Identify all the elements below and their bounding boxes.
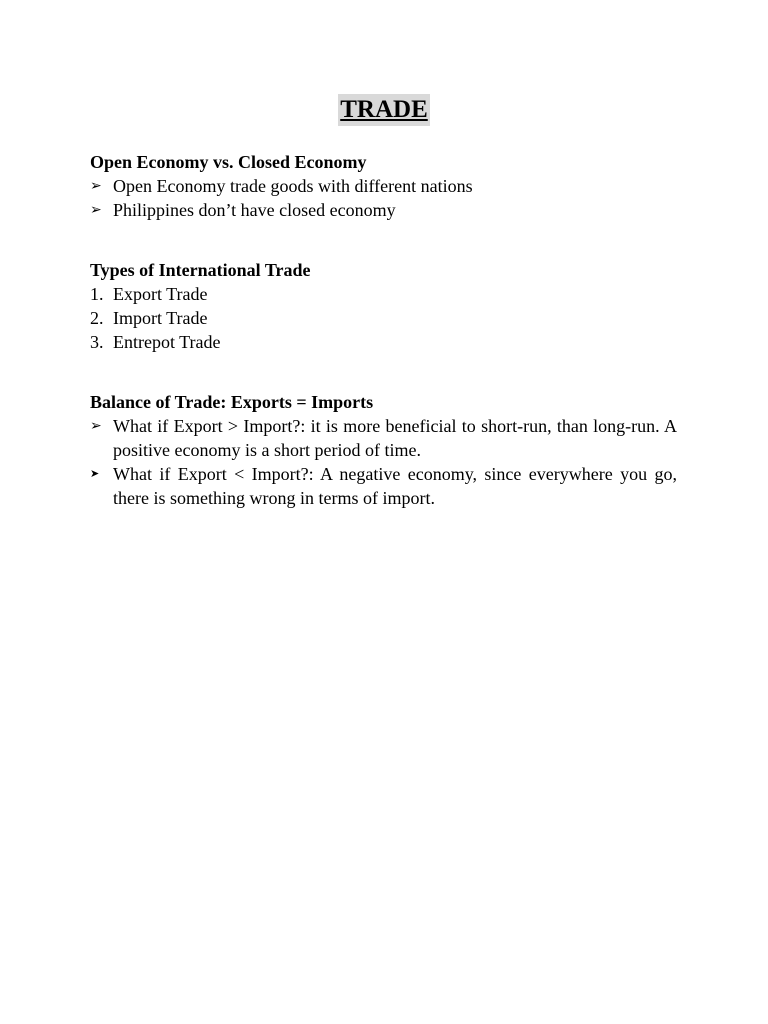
- list-item-text: Philippines don’t have closed economy: [113, 200, 396, 220]
- list-number: 1.: [90, 284, 104, 304]
- arrowhead-bullet-icon: ➤: [90, 467, 100, 480]
- section-open-economy: [90, 150, 677, 222]
- arrowhead-bullet-icon: ➢: [90, 418, 102, 434]
- list-item: [90, 174, 677, 198]
- list-item-text: Entrepot Trade: [113, 332, 221, 352]
- list-item-text: What if Export > Import?: it is more beneficial to short-run, than long-run. A positive economy is a short period of time.: [113, 416, 677, 460]
- list-item: [90, 306, 677, 330]
- list-item: [90, 198, 677, 222]
- list-item-text: What if Export < Import?: A negative economy, since everywhere you go, there is something wrong in terms of import.: [113, 464, 677, 508]
- list-item: [90, 462, 677, 510]
- list-item-text: Open Economy trade goods with different nations: [113, 176, 473, 196]
- arrowhead-bullet-icon: ➢: [90, 202, 102, 218]
- list-item-text: Export Trade: [113, 284, 208, 304]
- list-item-text: Import Trade: [113, 308, 208, 328]
- list-number: 2.: [90, 308, 104, 328]
- list-item: [90, 330, 677, 354]
- list-item: [90, 414, 677, 462]
- arrowhead-bullet-icon: ➢: [90, 178, 102, 194]
- title-container: [0, 94, 768, 126]
- section-heading: Open Economy vs. Closed Economy: [90, 152, 367, 172]
- list-item: [90, 282, 677, 306]
- page-title: TRADE: [338, 94, 430, 126]
- section-heading: Balance of Trade: Exports = Imports: [90, 392, 374, 412]
- section-types-of-trade: [90, 258, 677, 354]
- section-balance-of-trade: [90, 390, 677, 510]
- list-number: 3.: [90, 332, 104, 352]
- section-heading: Types of International Trade: [90, 260, 311, 280]
